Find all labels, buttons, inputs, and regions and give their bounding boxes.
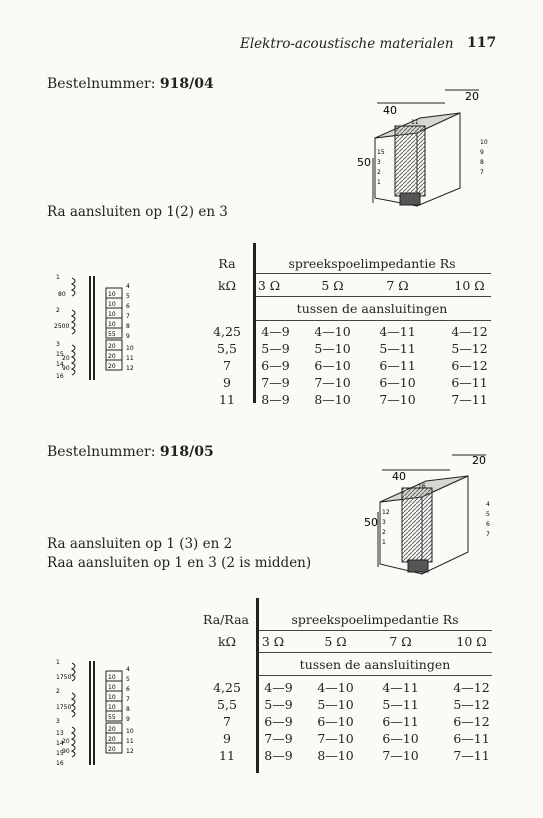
terminal-pair: 6—11 (382, 714, 419, 729)
terminal-pair: 5—11 (382, 697, 419, 712)
terminal-pair: 5—12 (451, 341, 488, 356)
turns-label: 20 (108, 343, 116, 350)
terminal-pair: 4—11 (382, 680, 419, 695)
group-header: spreekspoelimpedantie Rs (288, 256, 456, 271)
terminal-label: 16 (56, 760, 64, 767)
turns-label: 10 (108, 291, 116, 298)
turns-label: 1750 (56, 674, 72, 681)
order-number-value: 918/04 (159, 76, 214, 92)
col-header: 7 Ω (386, 278, 409, 293)
terminal-label: 10 (126, 728, 134, 735)
ra-value: 9 (223, 375, 231, 390)
terminal-label: 4 (126, 283, 130, 290)
col-header: 5 Ω (321, 278, 344, 293)
col-header: 5 Ω (324, 634, 347, 649)
ra-value: 5,5 (217, 341, 237, 356)
turns-label: 10 (108, 704, 116, 711)
terminal-label: 3 (56, 718, 60, 725)
terminal-pair: 6—9 (261, 358, 290, 373)
turns-label: 10 (108, 321, 116, 328)
dimension-depth: 20 (472, 454, 486, 467)
pin-label: 10 (480, 139, 488, 146)
terminal-pair: 5—10 (317, 697, 354, 712)
terminal-label: 12 (126, 748, 134, 755)
terminal-label: 8 (126, 323, 130, 330)
terminal-label: 1 (56, 274, 60, 281)
pin-label: 2 (382, 529, 386, 536)
terminal-pair: 6—10 (382, 731, 419, 746)
group-header: spreekspoelimpedantie Rs (291, 612, 459, 627)
terminal-pair: 7—11 (451, 392, 488, 407)
pin-label: 9 (480, 149, 484, 156)
terminal-pair: 6—11 (453, 731, 490, 746)
terminal-pair: 4—12 (451, 324, 488, 339)
pin-label: 15 (377, 149, 385, 156)
pin-label: 1 (382, 539, 386, 546)
pin-label: 7 (480, 169, 484, 176)
order-number-line (47, 444, 214, 460)
pin-label: 8 (480, 159, 484, 166)
order-number-line (47, 76, 214, 92)
ra-value: 5,5 (217, 697, 237, 712)
turns-label: 20 (108, 736, 116, 743)
terminal-pair: 8—9 (264, 748, 293, 763)
turns-label: 90 (62, 365, 70, 372)
terminal-pair: 5—11 (379, 341, 416, 356)
terminal-pair: 6—12 (451, 358, 488, 373)
order-number-label: Bestelnummer: (47, 444, 156, 460)
ra-header: Ra/Raa (203, 612, 249, 627)
transformer-drawing (355, 88, 505, 218)
terminal-label: 7 (126, 696, 130, 703)
divider (256, 320, 491, 321)
col-header: 3 Ω (261, 634, 285, 649)
divider (259, 675, 492, 676)
terminal-label: 11 (126, 738, 134, 745)
terminal-pair: 4—10 (317, 680, 354, 695)
pin-label: 3 (382, 519, 386, 526)
col-header: 10 Ω (456, 634, 487, 649)
connection-instruction: Ra aansluiten op 1 (3) en 2 (47, 536, 233, 552)
terminal-label: 16 (56, 373, 64, 380)
winding-diagram (50, 270, 150, 385)
pin-label: 2 (377, 169, 381, 176)
terminal-label: 10 (126, 345, 134, 352)
order-number-label: Bestelnummer: (47, 76, 156, 92)
pin-label: 12 (382, 509, 390, 516)
terminal-pair: 5—9 (264, 697, 293, 712)
terminal-pair: 5—10 (314, 341, 351, 356)
terminal-pair: 5—12 (453, 697, 490, 712)
turns-label: 1750 (56, 704, 72, 711)
terminal-pair: 6—10 (317, 714, 354, 729)
ra-value: 4,25 (213, 680, 241, 695)
turns-label: 20 (62, 738, 70, 745)
pin-label: 4 (486, 501, 490, 508)
dimension-depth: 20 (465, 90, 479, 103)
ra-value: 11 (219, 392, 235, 407)
terminal-label: 2 (56, 688, 60, 695)
pin-label: 5 (486, 511, 490, 518)
connection-instruction: Ra aansluiten op 1(2) en 3 (47, 204, 228, 220)
terminal-label: 1 (56, 659, 60, 666)
ra-unit: kΩ (218, 634, 236, 649)
page-number: 117 (467, 35, 497, 51)
turns-label: 10 (108, 674, 116, 681)
dimension-height: 50 (364, 516, 378, 529)
terminal-pair: 8—10 (314, 392, 351, 407)
divider (259, 630, 492, 631)
terminal-pair: 4—9 (261, 324, 290, 339)
turns-label: 2500 (54, 323, 70, 330)
terminal-label: 4 (126, 666, 130, 673)
turns-label: 10 (108, 694, 116, 701)
terminal-label: 9 (126, 333, 130, 340)
turns-label: 20 (108, 363, 116, 370)
terminal-label: 13 (56, 730, 64, 737)
terminal-pair: 4—10 (314, 324, 351, 339)
turns-label: 20 (108, 726, 116, 733)
pin-label: 1 (377, 179, 381, 186)
terminal-pair: 7—10 (314, 375, 351, 390)
ra-value: 7 (223, 714, 231, 729)
col-header: 10 Ω (454, 278, 485, 293)
pin-label: 16 (418, 483, 426, 490)
terminal-pair: 6—12 (453, 714, 490, 729)
ra-unit: kΩ (218, 278, 236, 293)
turns-label: 90 (62, 748, 70, 755)
divider (259, 652, 492, 653)
terminal-pair: 8—9 (261, 392, 290, 407)
terminal-pair: 7—10 (379, 392, 416, 407)
terminal-label: 5 (126, 293, 130, 300)
transformer-drawing (360, 452, 510, 582)
terminal-label: 14 (56, 361, 64, 368)
terminal-label: 8 (126, 706, 130, 713)
pin-label: 3 (377, 159, 381, 166)
terminal-label: 5 (126, 676, 130, 683)
winding-diagram (50, 655, 150, 770)
terminal-pair: 4—9 (264, 680, 293, 695)
turns-label: 20 (62, 355, 70, 362)
terminal-label: 6 (126, 686, 130, 693)
terminal-pair: 7—11 (453, 748, 490, 763)
terminal-pair: 6—10 (379, 375, 416, 390)
terminal-pair: 6—11 (451, 375, 488, 390)
terminal-pair: 5—9 (261, 341, 290, 356)
col-header: 7 Ω (389, 634, 412, 649)
ra-header: Ra (218, 256, 236, 271)
terminal-pair: 8—10 (317, 748, 354, 763)
terminal-pair: 6—10 (314, 358, 351, 373)
dimension-height: 50 (357, 156, 371, 169)
terminal-label: 12 (126, 365, 134, 372)
turns-label: 80 (58, 291, 66, 298)
dimension-width: 40 (392, 470, 406, 483)
pin-label: 7 (486, 531, 490, 538)
turns-label: 10 (108, 311, 116, 318)
col-header: 3 Ω (257, 278, 281, 293)
terminal-label: 15 (56, 750, 64, 757)
pin-label: 6 (486, 521, 490, 528)
divider (256, 273, 491, 274)
ra-value: 11 (219, 748, 235, 763)
terminal-label: 14 (56, 740, 64, 747)
ra-value: 4,25 (213, 324, 241, 339)
terminal-pair: 6—9 (264, 714, 293, 729)
terminal-pair: 7—10 (382, 748, 419, 763)
terminal-pair: 4—11 (379, 324, 416, 339)
terminal-pair: 4—12 (453, 680, 490, 695)
turns-label: 20 (108, 353, 116, 360)
terminal-label: 9 (126, 716, 130, 723)
sub-header: tussen de aansluitingen (296, 301, 448, 316)
terminal-label: 7 (126, 313, 130, 320)
ra-value: 9 (223, 731, 231, 746)
ra-value: 7 (223, 358, 231, 373)
turns-label: 10 (108, 684, 116, 691)
turns-label: 55 (108, 714, 116, 721)
turns-label: 20 (108, 746, 116, 753)
terminal-pair: 7—10 (317, 731, 354, 746)
sub-header: tussen de aansluitingen (299, 657, 451, 672)
terminal-label: 3 (56, 341, 60, 348)
pin-label: 11 (411, 119, 419, 126)
terminal-pair: 6—11 (379, 358, 416, 373)
divider (256, 296, 491, 297)
turns-label: 55 (108, 331, 116, 338)
terminal-label: 15 (56, 351, 64, 358)
terminal-label: 6 (126, 303, 130, 310)
running-header-title: Elektro-acoustische materialen (240, 36, 454, 52)
terminal-label: 11 (126, 355, 134, 362)
order-number-value: 918/05 (159, 444, 214, 460)
connection-instruction: Raa aansluiten op 1 en 3 (2 is midden) (47, 555, 312, 571)
terminal-pair: 7—9 (261, 375, 290, 390)
dimension-width: 40 (383, 104, 397, 117)
turns-label: 10 (108, 301, 116, 308)
terminal-label: 2 (56, 307, 60, 314)
terminal-pair: 7—9 (264, 731, 293, 746)
